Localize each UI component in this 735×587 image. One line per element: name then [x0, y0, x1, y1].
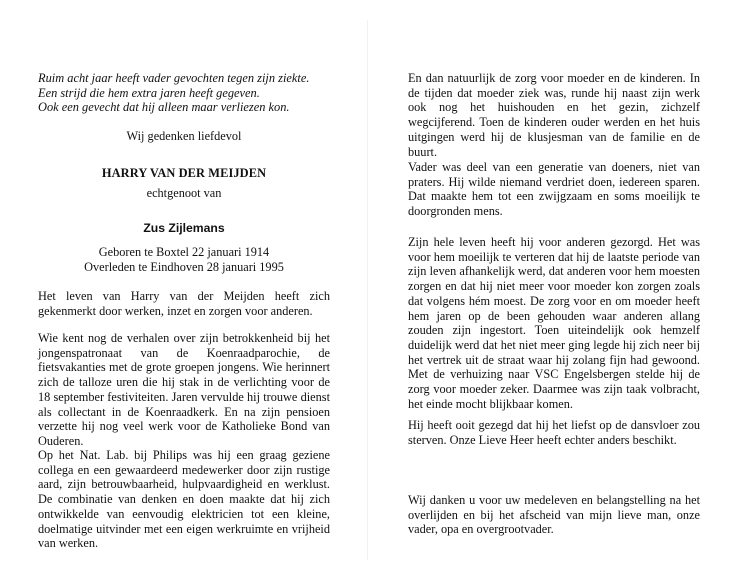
spouse-name: Zus Zijlemans: [143, 221, 225, 235]
remembrance-intro: Wij gedenken liefdevol: [126, 129, 242, 143]
poem-line: Ook een gevecht dat hij alleen maar verliezen kon.: [38, 100, 290, 115]
paragraph: Het leven van Harry van der Meijden heeft zich gekenmerkt door werken, inzet en zorgen voor anderen.: [38, 289, 330, 318]
birth-line: Geboren te Boxtel 22 januari 1914: [98, 245, 270, 259]
life-dates: [38, 245, 330, 274]
deceased-name: HARRY VAN DER MEIJDEN: [101, 166, 267, 180]
poem: [38, 71, 338, 115]
paragraph: Zijn hele leven heeft hij voor anderen gezorgd. Het was voor hem moeilijk te verteren dat hij de laatste periode van zijn leven afhankelijk werd, dat anderen voor hem moesten zorgen en dat hij niet meer voor moeder kon zorgen zoals dat volgens hém moest. De zorg voor en om moeder heeft hem jaren op de been gehouden waar anderen allang zouden zijn ingestort. Toen uiteindelijk ook hemzelf duidelijk werd dat het niet meer ging legde hij zich neer bij het vertrek uit de straat waar hij zolang fijn had gewoond. Met de verhuizing naar VSC Engelsbergen stelde hij de zorg voor moeder zeker. Daarmee was zijn taak volbracht, het einde mocht blijkbaar komen.: [408, 235, 700, 411]
death-line: Overleden te Eindhoven 28 januari 1995: [84, 259, 284, 274]
poem-line: Een strijd die hem extra jaren heeft gegeven.: [38, 85, 260, 100]
paragraph: Hij heeft ooit gezegd dat hij het liefst op de dansvloer zou sterven. Onze Lieve Heer heeft echter anders beschikt.: [408, 418, 700, 447]
paragraph: Vader was deel van een generatie van doeners, niet van praters. Hij wilde niemand verdriet doen, iedereen sparen. Dat maakte hem tot een zwijgzaam en soms moeilijk te doorgronden mens.: [408, 160, 700, 219]
poem-line: Ruim acht jaar heeft vader gevochten tegen zijn ziekte.: [38, 71, 310, 85]
paragraph: Op het Nat. Lab. bij Philips was hij een graag geziene collega en een gewaardeerd medewerker door zijn rustige aard, zijn betrouwbaarheid, hulpvaardigheid en werklust. De combinatie van denken en doen maakte dat hij zich ontwikkelde van eenvoudig elektricien tot een kleine, doelmatige uitvinder met een eigen werkruimte en vrijheid van werken.: [38, 448, 330, 551]
fold-line: [367, 20, 368, 560]
paragraph: En dan natuurlijk de zorg voor moeder en de kinderen. In de tijden dat moeder ziek was, runde hij naast zijn werk ook nog het huishouden en het gezin, zichzelf wegcijferend. Toen de kinderen ouder werden en het huis uitgingen werd hij de klusjesman van de familie en de buurt.: [408, 71, 700, 159]
paragraph: Wij danken u voor uw medeleven en belangstelling na het overlijden en bij het afscheid van mijn lieve man, onze vader, opa en overgrootvader.: [408, 493, 700, 537]
paragraph: Wie kent nog de verhalen over zijn betrokkenheid bij het jongenspatronaat van de Koenraadparochie, de fietsvakanties met de grote groepen jongens. Wie herinnert zich de talloze uren die hij stak in de verlichting voor de 18 september festiviteiten. Jaren vervulde hij trouwe dienst als collectant in de Koenraadkerk. En na zijn pensioen verzette hij nog veel werk voor de Katholieke Bond van Ouderen.: [38, 331, 330, 448]
spouse-intro: echtgenoot van: [146, 186, 222, 200]
